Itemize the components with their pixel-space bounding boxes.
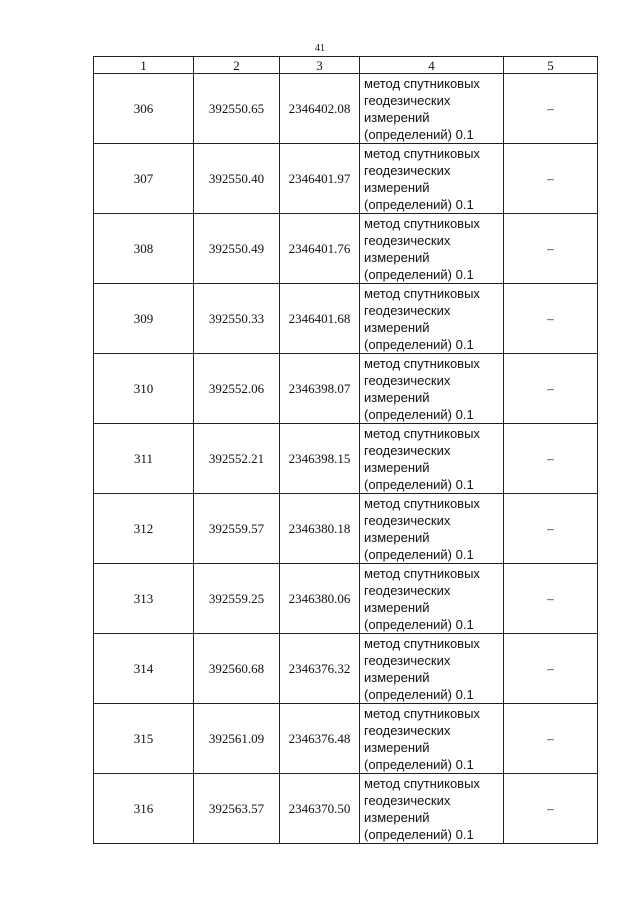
table-row [94,424,598,494]
method-line: геодезических [364,582,451,598]
table-row [94,144,598,214]
note-cell: – [504,144,598,214]
y-coordinate-cell: 2346402.08 [280,74,360,144]
column-header: 3 [280,57,360,74]
method-line: измерений [364,739,430,755]
method-line: геодезических [364,512,451,528]
method-line: геодезических [364,92,451,108]
method-line: (определений) 0.1 [364,756,474,772]
x-coordinate-cell: 392560.68 [194,634,280,704]
point-number-cell: 313 [94,564,194,634]
method-line: (определений) 0.1 [364,616,474,632]
y-coordinate-cell: 2346398.07 [280,354,360,424]
y-coordinate-cell: 2346380.18 [280,494,360,564]
method-line: измерений [364,179,430,195]
method-line: геодезических [364,652,451,668]
table-row [94,634,598,704]
method-line: метод спутниковых [364,285,480,301]
method-line: метод спутниковых [364,565,480,581]
method-line: (определений) 0.1 [364,336,474,352]
point-number-cell: 316 [94,774,194,844]
method-line: метод спутниковых [364,495,480,511]
point-number-cell: 312 [94,494,194,564]
method-cell [360,354,504,424]
method-line: измерений [364,529,430,545]
note-cell: – [504,214,598,284]
table-row [94,564,598,634]
note-cell: – [504,284,598,354]
y-coordinate-cell: 2346380.06 [280,564,360,634]
point-number-cell: 308 [94,214,194,284]
method-line: геодезических [364,302,451,318]
note-cell: – [504,74,598,144]
method-line: метод спутниковых [364,775,480,791]
note-cell: – [504,774,598,844]
point-number-cell: 315 [94,704,194,774]
method-line: (определений) 0.1 [364,196,474,212]
method-line: метод спутниковых [364,215,480,231]
x-coordinate-cell: 392552.06 [194,354,280,424]
column-header: 1 [94,57,194,74]
y-coordinate-cell: 2346376.48 [280,704,360,774]
method-line: измерений [364,669,430,685]
method-line: измерений [364,109,430,125]
point-number-cell: 311 [94,424,194,494]
x-coordinate-cell: 392559.25 [194,564,280,634]
method-line: метод спутниковых [364,145,480,161]
x-coordinate-cell: 392559.57 [194,494,280,564]
method-line: (определений) 0.1 [364,546,474,562]
method-cell [360,144,504,214]
x-coordinate-cell: 392550.65 [194,74,280,144]
point-number-cell: 306 [94,74,194,144]
method-cell [360,424,504,494]
y-coordinate-cell: 2346401.76 [280,214,360,284]
point-number-cell: 309 [94,284,194,354]
method-cell [360,774,504,844]
method-cell [360,564,504,634]
column-header: 5 [504,57,598,74]
method-line: геодезических [364,442,451,458]
method-cell [360,284,504,354]
method-line: (определений) 0.1 [364,406,474,422]
method-line: (определений) 0.1 [364,686,474,702]
method-line: геодезических [364,722,451,738]
note-cell: – [504,494,598,564]
x-coordinate-cell: 392561.09 [194,704,280,774]
note-cell: – [504,564,598,634]
method-line: метод спутниковых [364,635,480,651]
method-line: геодезических [364,792,451,808]
table-row [94,494,598,564]
method-line: метод спутниковых [364,75,480,91]
method-line: измерений [364,459,430,475]
table-row [94,74,598,144]
page-number: 41 [315,43,325,54]
method-line: измерений [364,319,430,335]
column-header: 4 [360,57,504,74]
method-line: геодезических [364,232,451,248]
method-line: (определений) 0.1 [364,266,474,282]
method-line: метод спутниковых [364,425,480,441]
note-cell: – [504,704,598,774]
column-header: 2 [194,57,280,74]
method-line: измерений [364,599,430,615]
method-line: геодезических [364,162,451,178]
table-row [94,354,598,424]
method-line: метод спутниковых [364,705,480,721]
table-row [94,284,598,354]
method-line: геодезических [364,372,451,388]
point-number-cell: 307 [94,144,194,214]
point-number-cell: 314 [94,634,194,704]
method-cell [360,74,504,144]
x-coordinate-cell: 392550.33 [194,284,280,354]
table-row [94,704,598,774]
method-line: измерений [364,249,430,265]
method-cell [360,494,504,564]
method-cell [360,704,504,774]
method-line: измерений [364,809,430,825]
y-coordinate-cell: 2346370.50 [280,774,360,844]
coordinates-table [93,56,598,844]
method-cell [360,214,504,284]
x-coordinate-cell: 392563.57 [194,774,280,844]
note-cell: – [504,424,598,494]
method-cell [360,634,504,704]
x-coordinate-cell: 392550.40 [194,144,280,214]
note-cell: – [504,354,598,424]
note-cell: – [504,634,598,704]
method-line: (определений) 0.1 [364,126,474,142]
table-row [94,214,598,284]
point-number-cell: 310 [94,354,194,424]
table-header-row [94,57,598,74]
y-coordinate-cell: 2346401.97 [280,144,360,214]
method-line: (определений) 0.1 [364,826,474,842]
method-line: (определений) 0.1 [364,476,474,492]
y-coordinate-cell: 2346398.15 [280,424,360,494]
method-line: метод спутниковых [364,355,480,371]
y-coordinate-cell: 2346376.32 [280,634,360,704]
x-coordinate-cell: 392550.49 [194,214,280,284]
x-coordinate-cell: 392552.21 [194,424,280,494]
table-row [94,774,598,844]
method-line: измерений [364,389,430,405]
y-coordinate-cell: 2346401.68 [280,284,360,354]
